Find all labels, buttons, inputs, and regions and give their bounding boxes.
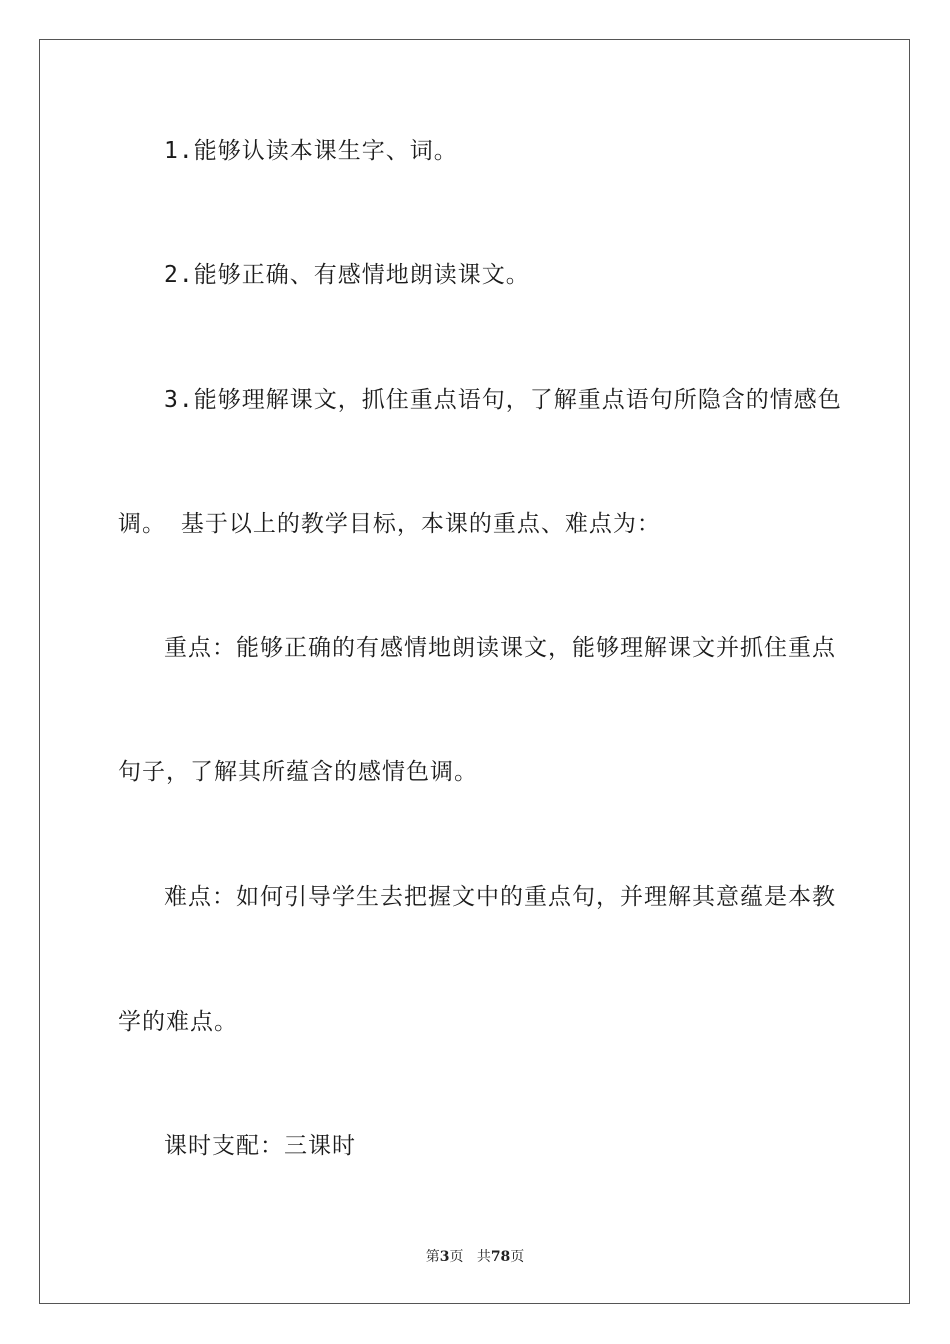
total-suffix: 页: [510, 1249, 525, 1265]
total-pages: 78: [490, 1249, 511, 1265]
page-number: 3: [439, 1249, 450, 1265]
key-point-continued: 句子，了解其所蕴含的感情色调。: [118, 759, 478, 785]
objective-2: 2.能够正确、有感情地朗读课文。: [164, 262, 530, 288]
objective-1: 1.能够认读本课生字、词。: [164, 138, 458, 164]
difficulty-continued: 学的难点。: [118, 1009, 238, 1035]
class-hours: 课时支配：三课时: [164, 1133, 356, 1159]
page-suffix: 页: [449, 1249, 464, 1265]
key-point: 重点：能够正确的有感情地朗读课文，能够理解课文并抓住重点: [164, 635, 836, 661]
page-border: [39, 39, 910, 1304]
objective-3-continued: 调。 基于以上的教学目标，本课的重点、难点为：: [118, 511, 661, 537]
total-prefix: 共: [476, 1249, 491, 1265]
page-prefix: 第: [425, 1249, 440, 1265]
difficulty: 难点：如何引导学生去把握文中的重点句，并理解其意蕴是本教: [164, 884, 836, 910]
objective-3: 3.能够理解课文，抓住重点语句，了解重点语句所隐含的情感色: [164, 387, 842, 413]
page-footer: [0, 1246, 950, 1266]
